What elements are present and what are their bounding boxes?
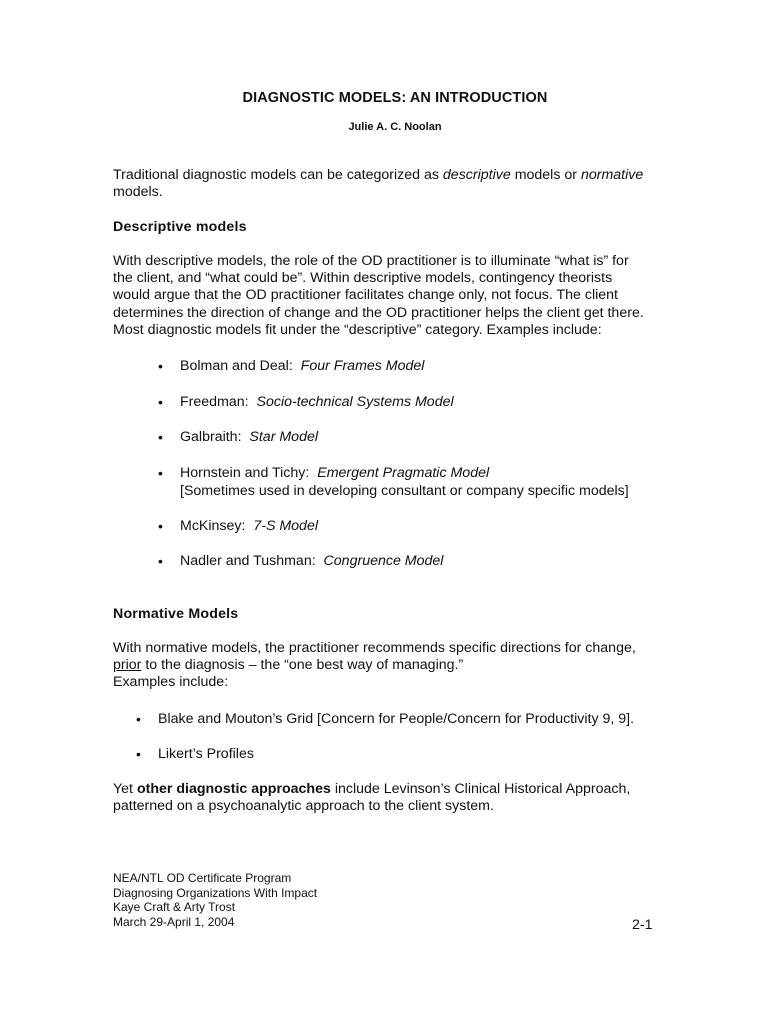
example-model: Emergent Pragmatic Model <box>317 465 490 481</box>
intro-emphasis-normative: normative <box>580 167 644 183</box>
paragraph-text: to the diagnosis – the “one best way of managing.” <box>141 657 464 674</box>
example-model: Star Model <box>249 429 319 445</box>
example-author: Freedman: <box>180 394 249 410</box>
footer-line: Diagnosing Organizations With Impact <box>113 885 318 900</box>
list-item-text <box>180 465 489 482</box>
paragraph-line: patterned on a psychoanalytic approach to the client system. <box>113 798 494 815</box>
intro-emphasis-descriptive: descriptive <box>442 167 511 183</box>
example-author: Hornstein and Tichy: <box>180 465 310 481</box>
page-number: 2-1 <box>632 917 653 933</box>
paragraph-line: the client, and “what could be”. Within descriptive models, contingency theorists <box>113 270 613 287</box>
example-model: Four Frames Model <box>300 358 425 374</box>
example-model: Congruence Model <box>323 553 444 569</box>
bold-phrase: other diagnostic approaches <box>136 781 331 797</box>
normative-paragraph <box>113 640 636 692</box>
list-item-text: Likert’s Profiles <box>158 746 254 762</box>
document-title: DIAGNOSTIC MODELS: AN INTRODUCTION <box>242 90 548 106</box>
paragraph-line: With descriptive models, the role of the OD practitioner is to illuminate “what is” for <box>113 253 629 269</box>
list-item-note: [Sometimes used in developing consultant or company specific models] <box>180 482 629 499</box>
list-item-text: Blake and Mouton’s Grid [Concern for People/Concern for Productivity 9, 9]. <box>158 711 635 727</box>
paragraph-line: Examples include: <box>113 674 229 691</box>
paragraph-line <box>113 657 636 674</box>
example-author: Galbraith: <box>180 429 242 445</box>
other-approaches-paragraph <box>113 781 630 815</box>
intro-paragraph <box>113 167 643 201</box>
paragraph-line <box>113 781 630 798</box>
paragraph-line: would argue that the OD practitioner facilitates change only, not focus. The client <box>113 287 618 304</box>
section-heading-normative: Normative Models <box>113 606 239 622</box>
bullet-icon: • <box>158 429 163 445</box>
paragraph-line: determines the direction of change and the OD practitioner helps the client get there. <box>113 304 644 321</box>
intro-text: Traditional diagnostic models can be categorized as <box>113 167 443 183</box>
bullet-icon: • <box>158 465 163 481</box>
bullet-icon: • <box>136 746 141 762</box>
footer-line: March 29-April 1, 2004 <box>113 914 235 929</box>
bullet-icon: • <box>158 553 163 569</box>
author-name: Julie A. C. Noolan <box>348 121 442 133</box>
example-author: Nadler and Tushman: <box>180 553 316 569</box>
paragraph-line: Most diagnostic models fit under the “descriptive” category. Examples include: <box>113 321 602 338</box>
example-model: 7-S Model <box>253 518 318 534</box>
bullet-icon: • <box>136 711 141 727</box>
paragraph-text: include Levinson’s Clinical Historical Approach, <box>330 781 631 797</box>
example-author: McKinsey: <box>180 518 246 534</box>
underlined-word-prior: prior <box>113 657 142 674</box>
intro-line-2: models. <box>113 184 163 201</box>
page-footer <box>113 871 317 929</box>
intro-text: models or <box>510 167 581 183</box>
list-item-text <box>180 429 318 446</box>
bullet-icon: • <box>158 518 163 534</box>
list-item-text <box>180 518 318 535</box>
list-item-text <box>180 553 443 570</box>
list-item-text <box>180 358 424 375</box>
example-model: Socio-technical Systems Model <box>256 394 454 410</box>
section-heading-descriptive: Descriptive models <box>113 219 247 235</box>
bullet-icon: • <box>158 394 163 410</box>
list-item-text <box>180 394 454 411</box>
example-author: Bolman and Deal: <box>180 358 293 374</box>
footer-line: NEA/NTL OD Certificate Program <box>113 871 292 885</box>
paragraph-line: With normative models, the practitioner recommends specific directions for change, <box>113 640 636 656</box>
paragraph-text: Yet <box>113 781 137 797</box>
bullet-icon: • <box>158 358 163 374</box>
footer-line: Kaye Craft & Arty Trost <box>113 900 236 915</box>
descriptive-paragraph <box>113 253 644 339</box>
intro-line-1 <box>113 167 643 184</box>
